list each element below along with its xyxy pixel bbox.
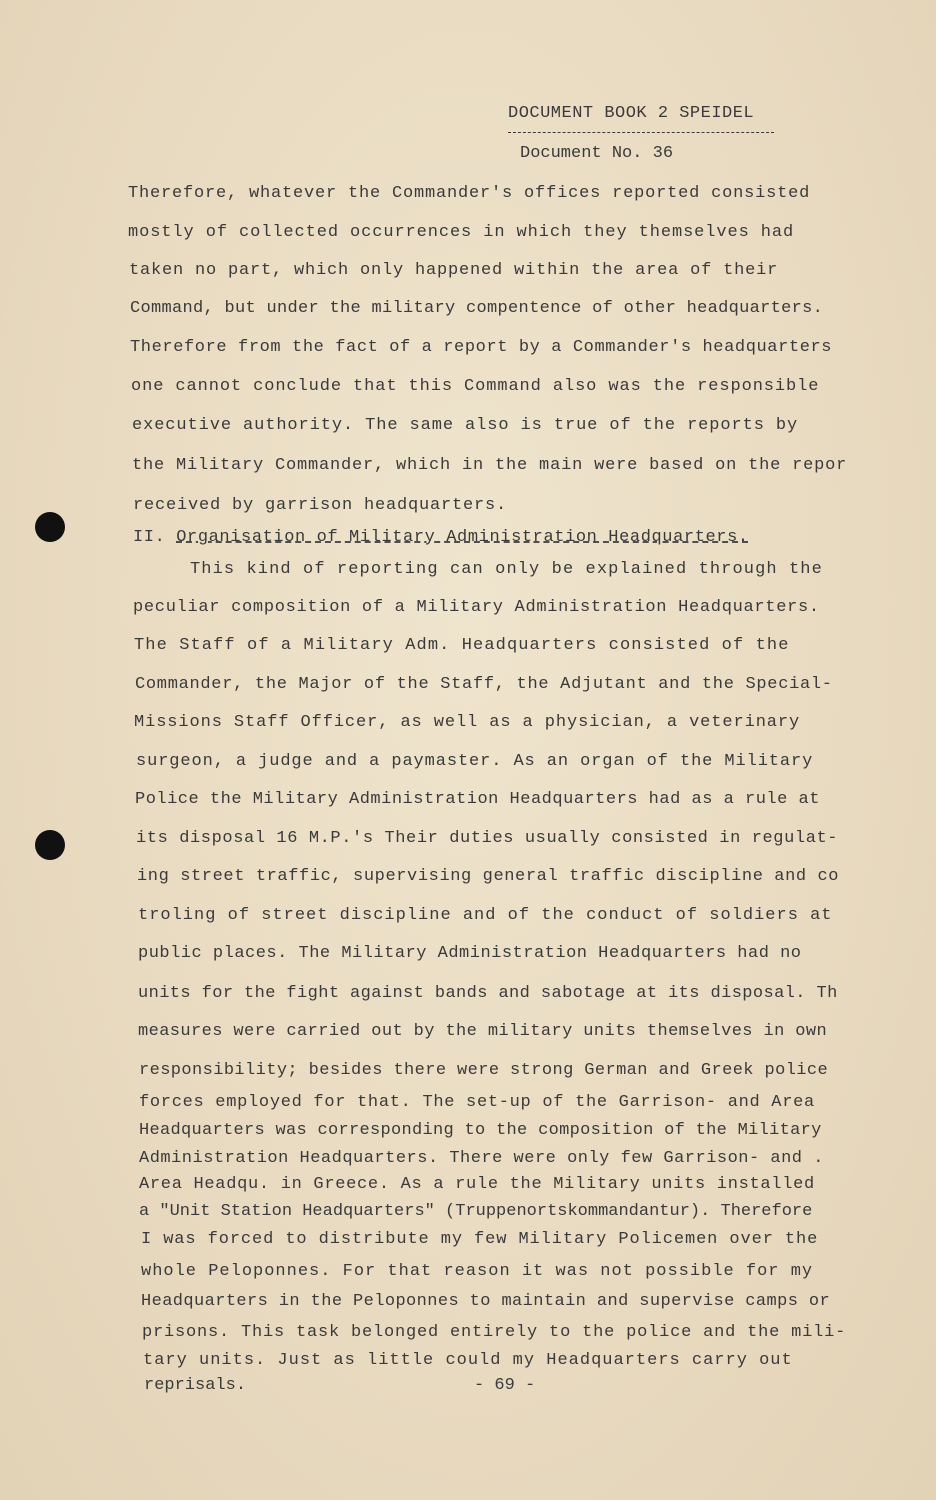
text-line: measures were carried out by the military units themselves in own xyxy=(138,1022,828,1041)
text-line: Command, but under the military compentence of other headquarters. xyxy=(130,299,824,318)
punch-hole-lower xyxy=(35,830,65,860)
document-book-title: DOCUMENT BOOK 2 SPEIDEL xyxy=(508,104,755,123)
text-line: peculiar composition of a Military Administration Headquarters. xyxy=(133,598,820,617)
page-number: - 69 - xyxy=(474,1376,536,1395)
text-line: prisons. This task belonged entirely to the police and the mili- xyxy=(142,1323,847,1342)
text-line: ing street traffic, supervising general traffic discipline and co xyxy=(137,867,840,886)
text-line: executive authority. The same also is true of the reports by xyxy=(132,416,799,435)
section-number: II. xyxy=(133,528,166,547)
text-line: Area Headqu. in Greece. As a rule the Military units installed xyxy=(139,1175,815,1194)
text-line: This kind of reporting can only be explained through the xyxy=(190,560,823,579)
text-line: Headquarters was corresponding to the composition of the Military xyxy=(139,1121,822,1140)
header-divider xyxy=(508,132,774,133)
text-line: Therefore from the fact of a report by a Commander's headquarters xyxy=(130,338,833,357)
text-line: its disposal 16 M.P.'s Their duties usually consisted in regulat- xyxy=(136,829,839,848)
text-line: Therefore, whatever the Commander's offices reported consisted xyxy=(128,184,811,203)
text-line: Commander, the Major of the Staff, the Adjutant and the Special- xyxy=(135,675,833,694)
section-heading xyxy=(133,528,749,547)
text-line: the Military Commander, which in the main were based on the repor xyxy=(132,456,848,475)
text-line: Police the Military Administration Headquarters had as a rule at xyxy=(135,790,820,809)
text-line: taken no part, which only happened within the area of their xyxy=(129,261,779,280)
text-line: mostly of collected occurrences in which they themselves had xyxy=(128,223,795,242)
text-line: I was forced to distribute my few Military Policemen over the xyxy=(141,1230,819,1249)
text-line: tary units. Just as little could my Headquarters carry out xyxy=(143,1351,793,1370)
document-number: Document No. 36 xyxy=(520,144,674,163)
text-line: public places. The Military Administration Headquarters had no xyxy=(138,944,802,963)
section-heading-text: Organisation of Military Administration Headquarters. xyxy=(176,528,749,547)
text-line: Missions Staff Officer, as well as a physician, a veterinary xyxy=(134,713,801,732)
text-line: responsibility; besides there were strong German and Greek police xyxy=(139,1061,829,1080)
text-line: whole Peloponnes. For that reason it was not possible for my xyxy=(141,1262,814,1281)
text-line: Administration Headquarters. There were only few Garrison- and . xyxy=(139,1149,824,1168)
text-line: troling of street discipline and of the conduct of soldiers at xyxy=(138,906,833,925)
text-line: forces employed for that. The set-up of the Garrison- and Area xyxy=(139,1093,815,1112)
text-line-final: reprisals. xyxy=(144,1376,247,1395)
text-line: surgeon, a judge and a paymaster. As an organ of the Military xyxy=(136,752,814,771)
text-line: one cannot conclude that this Command also was the responsible xyxy=(131,377,820,396)
text-line: received by garrison headquarters. xyxy=(133,496,508,515)
text-line: a "Unit Station Headquarters" (Truppenortskommandantur). Therefore xyxy=(139,1202,813,1221)
text-line: units for the fight against bands and sabotage at its disposal. Th xyxy=(138,984,838,1003)
punch-hole-upper xyxy=(35,512,65,542)
text-line: Headquarters in the Peloponnes to maintain and supervise camps or xyxy=(141,1292,831,1311)
text-line: The Staff of a Military Adm. Headquarters consisted of the xyxy=(134,636,790,655)
